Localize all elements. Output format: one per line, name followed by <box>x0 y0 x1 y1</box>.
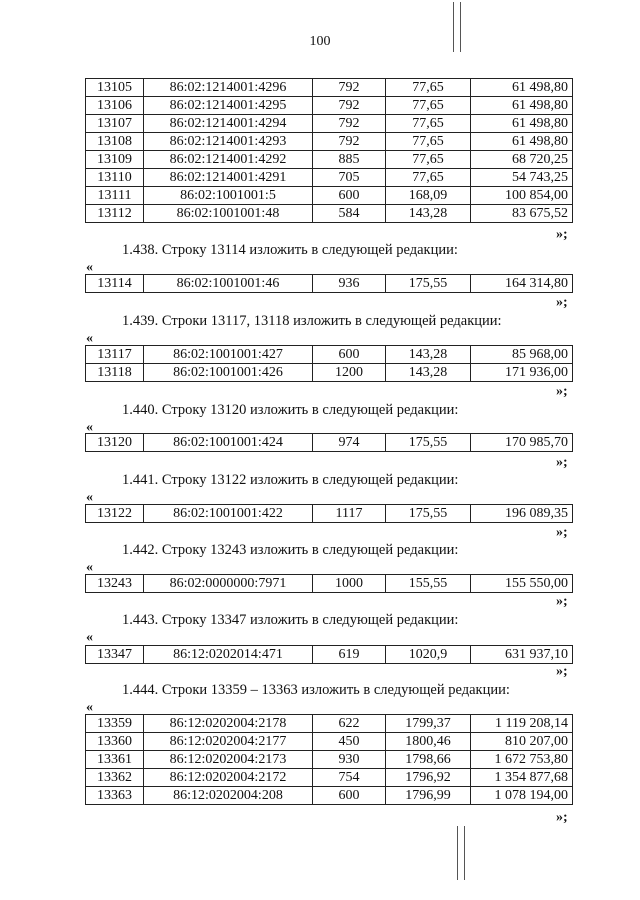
section-table <box>85 433 573 452</box>
cadastral-number-cell: 86:12:0202004:2172 <box>144 769 313 787</box>
cadastral-number-cell: 86:02:1214001:4293 <box>144 133 313 151</box>
section-open-quote: « <box>86 630 93 645</box>
amount-cell: 155 550,00 <box>471 575 573 593</box>
table-row <box>86 769 573 787</box>
section-heading: 1.440. Строку 13120 изложить в следующей редакции: <box>122 402 459 418</box>
cadastral-number-cell: 86:02:0000000:7971 <box>144 575 313 593</box>
row-number-cell: 13361 <box>86 751 144 769</box>
rate-cell: 143,28 <box>386 364 471 382</box>
section-close-quote: »; <box>556 525 568 540</box>
rate-cell: 155,55 <box>386 575 471 593</box>
amount-cell: 1 672 753,80 <box>471 751 573 769</box>
amount-cell: 61 498,80 <box>471 97 573 115</box>
section-open-quote: « <box>86 420 93 435</box>
section-heading: 1.442. Строку 13243 изложить в следующей редакции: <box>122 542 459 558</box>
area-cell: 584 <box>313 205 386 223</box>
cadastral-number-cell: 86:12:0202004:2173 <box>144 751 313 769</box>
area-cell: 792 <box>313 115 386 133</box>
amount-cell: 68 720,25 <box>471 151 573 169</box>
cadastral-number-cell: 86:12:0202014:471 <box>144 646 313 664</box>
cadastral-number-cell: 86:02:1214001:4295 <box>144 97 313 115</box>
rate-cell: 175,55 <box>386 434 471 452</box>
row-number-cell: 13112 <box>86 205 144 223</box>
rate-cell: 77,65 <box>386 115 471 133</box>
table-row <box>86 169 573 187</box>
cadastral-number-cell: 86:02:1214001:4294 <box>144 115 313 133</box>
first-table-close-quote: »; <box>556 227 568 242</box>
row-number-cell: 13106 <box>86 97 144 115</box>
rate-cell: 143,28 <box>386 346 471 364</box>
rate-cell: 143,28 <box>386 205 471 223</box>
rate-cell: 175,55 <box>386 275 471 293</box>
row-number-cell: 13111 <box>86 187 144 205</box>
area-cell: 619 <box>313 646 386 664</box>
section-table <box>85 274 573 293</box>
cadastral-number-cell: 86:02:1214001:4296 <box>144 79 313 97</box>
cadastral-number-cell: 86:12:0202004:2177 <box>144 733 313 751</box>
area-cell: 600 <box>313 787 386 805</box>
amount-cell: 164 314,80 <box>471 275 573 293</box>
scan-mark-top <box>453 2 454 52</box>
area-cell: 936 <box>313 275 386 293</box>
amount-cell: 810 207,00 <box>471 733 573 751</box>
amount-cell: 171 936,00 <box>471 364 573 382</box>
section-close-quote: »; <box>556 594 568 609</box>
table-row <box>86 79 573 97</box>
table-row <box>86 646 573 664</box>
amount-cell: 631 937,10 <box>471 646 573 664</box>
table-row <box>86 187 573 205</box>
area-cell: 754 <box>313 769 386 787</box>
rate-cell: 1020,9 <box>386 646 471 664</box>
area-cell: 885 <box>313 151 386 169</box>
table-row <box>86 505 573 523</box>
table-row <box>86 275 573 293</box>
area-cell: 974 <box>313 434 386 452</box>
table-row <box>86 434 573 452</box>
cadastral-number-cell: 86:02:1001001:46 <box>144 275 313 293</box>
page-number: 100 <box>309 34 331 49</box>
amount-cell: 61 498,80 <box>471 79 573 97</box>
section-heading: 1.441. Строку 13122 изложить в следующей редакции: <box>122 472 459 488</box>
scan-mark-top-2 <box>460 2 461 52</box>
row-number-cell: 13243 <box>86 575 144 593</box>
rate-cell: 1799,37 <box>386 715 471 733</box>
area-cell: 1200 <box>313 364 386 382</box>
amount-cell: 54 743,25 <box>471 169 573 187</box>
amount-cell: 61 498,80 <box>471 133 573 151</box>
amount-cell: 170 985,70 <box>471 434 573 452</box>
table-row <box>86 575 573 593</box>
section-close-quote: »; <box>556 455 568 470</box>
row-number-cell: 13360 <box>86 733 144 751</box>
cadastral-number-cell: 86:02:1001001:424 <box>144 434 313 452</box>
rate-cell: 77,65 <box>386 79 471 97</box>
rate-cell: 77,65 <box>386 169 471 187</box>
amount-cell: 85 968,00 <box>471 346 573 364</box>
area-cell: 792 <box>313 133 386 151</box>
section-open-quote: « <box>86 560 93 575</box>
table-row <box>86 97 573 115</box>
table-row <box>86 205 573 223</box>
section-open-quote: « <box>86 331 93 346</box>
row-number-cell: 13363 <box>86 787 144 805</box>
cadastral-number-cell: 86:02:1001001:5 <box>144 187 313 205</box>
section-table <box>85 574 573 593</box>
rate-cell: 1800,46 <box>386 733 471 751</box>
row-number-cell: 13108 <box>86 133 144 151</box>
section-table <box>85 714 573 805</box>
cadastral-number-cell: 86:02:1214001:4291 <box>144 169 313 187</box>
cadastral-number-cell: 86:02:1001001:422 <box>144 505 313 523</box>
table-row <box>86 133 573 151</box>
rate-cell: 77,65 <box>386 133 471 151</box>
row-number-cell: 13118 <box>86 364 144 382</box>
cadastral-number-cell: 86:12:0202004:2178 <box>144 715 313 733</box>
section-table <box>85 345 573 382</box>
amount-cell: 100 854,00 <box>471 187 573 205</box>
cadastral-number-cell: 86:02:1214001:4292 <box>144 151 313 169</box>
table-row <box>86 151 573 169</box>
area-cell: 705 <box>313 169 386 187</box>
cadastral-number-cell: 86:02:1001001:426 <box>144 364 313 382</box>
row-number-cell: 13114 <box>86 275 144 293</box>
row-number-cell: 13122 <box>86 505 144 523</box>
section-close-quote: »; <box>556 664 568 679</box>
amount-cell: 196 089,35 <box>471 505 573 523</box>
section-heading: 1.444. Строки 13359 – 13363 изложить в следующей редакции: <box>122 682 510 698</box>
area-cell: 622 <box>313 715 386 733</box>
section-heading: 1.443. Строку 13347 изложить в следующей редакции: <box>122 612 459 628</box>
area-cell: 792 <box>313 97 386 115</box>
row-number-cell: 13359 <box>86 715 144 733</box>
row-number-cell: 13110 <box>86 169 144 187</box>
section-heading: 1.438. Строку 13114 изложить в следующей редакции: <box>122 242 458 258</box>
amount-cell: 1 078 194,00 <box>471 787 573 805</box>
table-row <box>86 346 573 364</box>
area-cell: 600 <box>313 187 386 205</box>
area-cell: 1000 <box>313 575 386 593</box>
section-open-quote: « <box>86 260 93 275</box>
section-open-quote: « <box>86 490 93 505</box>
rate-cell: 1798,66 <box>386 751 471 769</box>
rate-cell: 175,55 <box>386 505 471 523</box>
table-row <box>86 787 573 805</box>
section-table <box>85 645 573 664</box>
section-close-quote: »; <box>556 384 568 399</box>
table-row <box>86 751 573 769</box>
table-row <box>86 733 573 751</box>
amount-cell: 83 675,52 <box>471 205 573 223</box>
table-row <box>86 364 573 382</box>
section-table <box>85 504 573 523</box>
rate-cell: 77,65 <box>386 151 471 169</box>
amount-cell: 1 354 877,68 <box>471 769 573 787</box>
row-number-cell: 13109 <box>86 151 144 169</box>
cadastral-number-cell: 86:02:1001001:427 <box>144 346 313 364</box>
cadastral-number-cell: 86:02:1001001:48 <box>144 205 313 223</box>
first-table <box>85 78 573 223</box>
rate-cell: 77,65 <box>386 97 471 115</box>
amount-cell: 61 498,80 <box>471 115 573 133</box>
row-number-cell: 13107 <box>86 115 144 133</box>
area-cell: 930 <box>313 751 386 769</box>
table-row <box>86 115 573 133</box>
cadastral-number-cell: 86:12:0202004:208 <box>144 787 313 805</box>
section-heading: 1.439. Строки 13117, 13118 изложить в следующей редакции: <box>122 313 502 329</box>
row-number-cell: 13105 <box>86 79 144 97</box>
row-number-cell: 13117 <box>86 346 144 364</box>
row-number-cell: 13347 <box>86 646 144 664</box>
row-number-cell: 13362 <box>86 769 144 787</box>
area-cell: 1117 <box>313 505 386 523</box>
table-row <box>86 715 573 733</box>
rate-cell: 1796,92 <box>386 769 471 787</box>
scan-mark-bottom <box>457 826 458 880</box>
section-open-quote: « <box>86 700 93 715</box>
area-cell: 792 <box>313 79 386 97</box>
area-cell: 600 <box>313 346 386 364</box>
section-close-quote: »; <box>556 295 568 310</box>
amount-cell: 1 119 208,14 <box>471 715 573 733</box>
scan-mark-bottom-2 <box>464 826 465 880</box>
section-close-quote: »; <box>556 810 568 825</box>
rate-cell: 168,09 <box>386 187 471 205</box>
rate-cell: 1796,99 <box>386 787 471 805</box>
row-number-cell: 13120 <box>86 434 144 452</box>
area-cell: 450 <box>313 733 386 751</box>
